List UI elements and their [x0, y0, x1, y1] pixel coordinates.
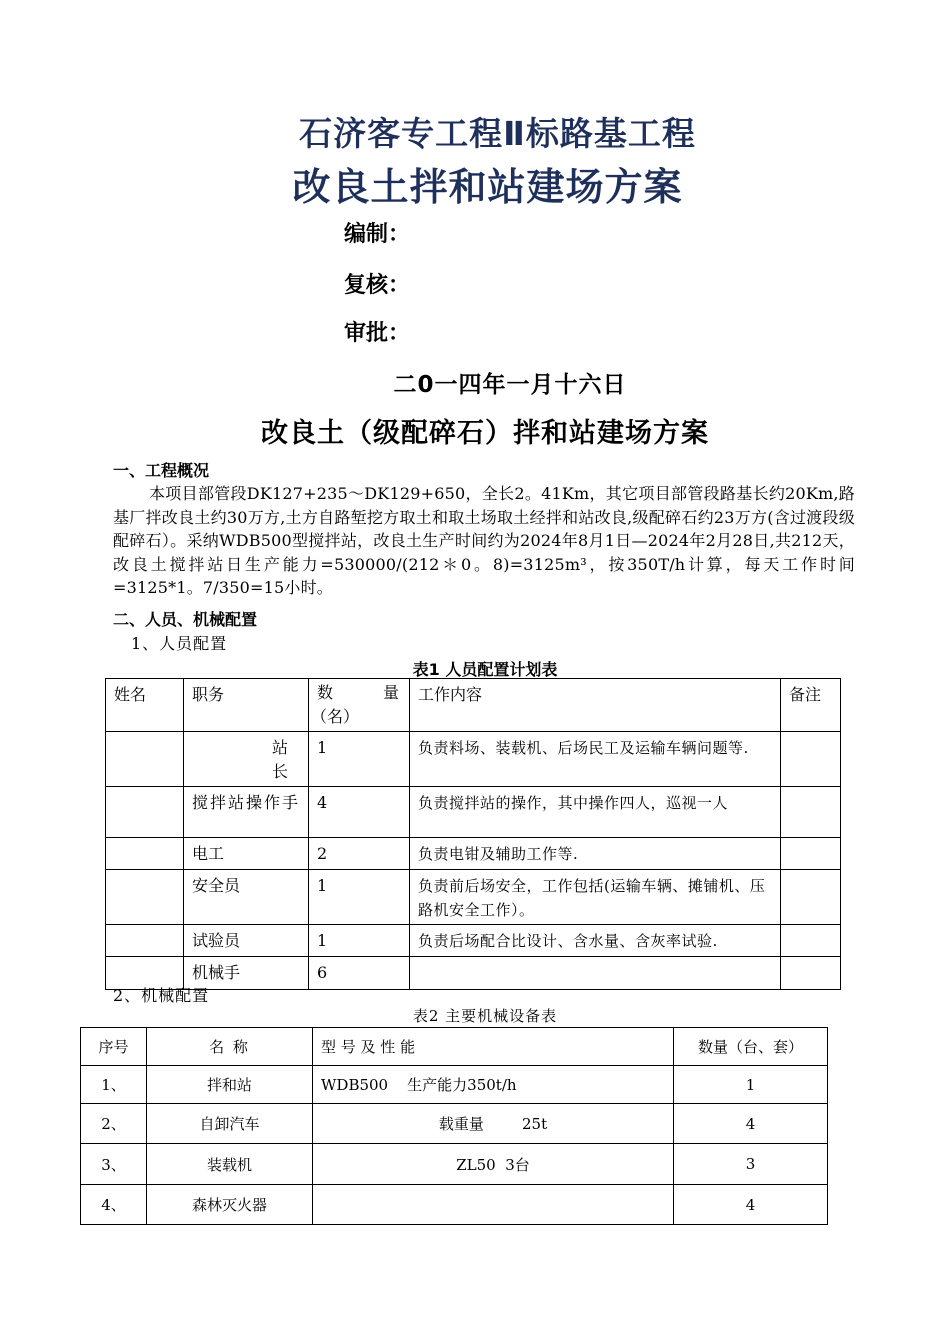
staff-table-header	[106, 679, 841, 732]
cell-position: 试验员	[184, 925, 309, 957]
cell-work	[410, 957, 781, 990]
cell-position: 机械手	[184, 957, 309, 990]
table-row	[106, 925, 841, 957]
header-quantity: 数量（台、套）	[674, 1028, 828, 1066]
cell-remark	[781, 787, 841, 838]
table1-caption: 表1 人员配置计划表	[412, 660, 558, 679]
cell-index: 3、	[81, 1144, 147, 1185]
cell-model: ZL50 3台	[313, 1144, 674, 1185]
cell-model: 载重量 25t	[313, 1104, 674, 1144]
cell-model	[313, 1185, 674, 1225]
header-quantity-b: 量	[382, 683, 399, 702]
cell-index: 4、	[81, 1185, 147, 1225]
cell-name	[106, 925, 184, 957]
cell-equipment-name: 拌和站	[147, 1066, 313, 1104]
table-row	[106, 957, 841, 990]
table-row	[106, 732, 841, 787]
cell-position: 安全员	[184, 870, 309, 925]
header-model: 型 号 及 性 能	[313, 1028, 674, 1066]
reviewed-label: 复核：	[344, 273, 411, 298]
section1-paragraph: 本项目部管段DK127+235～DK129+650，全长2。41Km，其它项目部管段路基长约20Km,路基厂拌改良土约30万方,土方自路堑挖方取土和取土场取土经拌和站改良,级配碎石约23万方(含过渡段级配碎石）。采纳WDB500型搅拌站，改良土生产时间约为2024年8月1日—2024年2月28日,共212天，改良土搅拌站日生产能力=530000/(212＊0。8)=3125m³，按350T/h计算，每天工作时间=3125*1。7/350=15小时。	[113, 484, 855, 597]
header-quantity-a: 数	[317, 683, 334, 702]
table-row	[81, 1144, 828, 1185]
staff-table	[105, 678, 841, 990]
approved-label: 审批：	[344, 321, 411, 346]
cell-remark	[781, 925, 841, 957]
section1-heading: 一、工程概况	[113, 461, 210, 480]
table-row	[81, 1066, 828, 1104]
header-quantity	[309, 679, 410, 732]
cell-work: 负责电钳及辅助工作等.	[410, 838, 781, 870]
equipment-table	[80, 1027, 828, 1225]
table-row	[81, 1185, 828, 1225]
cell-position: 搅拌站操作手	[184, 787, 309, 838]
title-line-2: 改良土拌和站建场方案	[292, 165, 683, 209]
cell-work: 负责前后场安全，工作包括(运输车辆、摊铺机、压路机安全工作）。	[410, 870, 781, 925]
cell-quantity: 1	[674, 1066, 828, 1104]
table-row	[106, 870, 841, 925]
cell-count: 1	[309, 925, 410, 957]
cell-name	[106, 870, 184, 925]
cell-equipment-name: 自卸汽车	[147, 1104, 313, 1144]
header-equipment-name: 名 称	[147, 1028, 313, 1066]
header-index: 序号	[81, 1028, 147, 1066]
table-row	[81, 1104, 828, 1144]
cell-name	[106, 838, 184, 870]
cell-position: 电工	[184, 838, 309, 870]
cell-quantity: 3	[674, 1144, 828, 1185]
section2-heading: 二、人员、机械配置	[113, 610, 258, 629]
header-remark: 备注	[781, 679, 841, 732]
cell-count: 1	[309, 732, 410, 787]
cell-work: 负责后场配合比设计、含水量、含灰率试验.	[410, 925, 781, 957]
cell-quantity: 4	[674, 1185, 828, 1225]
prepared-label: 编制：	[344, 222, 411, 247]
header-work: 工作内容	[410, 679, 781, 732]
cell-index: 1、	[81, 1066, 147, 1104]
cell-name	[106, 732, 184, 787]
cell-work: 负责料场、装载机、后场民工及运输车辆问题等.	[410, 732, 781, 787]
cell-remark	[781, 870, 841, 925]
cell-position: 站长	[184, 732, 309, 787]
cell-remark	[781, 838, 841, 870]
header-quantity-c: （名）	[311, 707, 360, 726]
equipment-table-header	[81, 1028, 828, 1066]
cell-index: 2、	[81, 1104, 147, 1144]
cell-remark	[781, 732, 841, 787]
cell-count: 4	[309, 787, 410, 838]
cell-count: 6	[309, 957, 410, 990]
sub2-heading: 2、机械配置	[113, 986, 210, 1005]
cell-quantity: 4	[674, 1104, 828, 1144]
title-line-1: 石济客专工程Ⅱ标路基工程	[299, 114, 696, 153]
cell-work: 负责搅拌站的操作，其中操作四人，巡视一人	[410, 787, 781, 838]
main-title: 改良土（级配碎石）拌和站建场方案	[261, 418, 709, 449]
cell-name	[106, 787, 184, 838]
header-position: 职务	[184, 679, 309, 732]
cell-equipment-name: 森林灭火器	[147, 1185, 313, 1225]
header-name: 姓名	[106, 679, 184, 732]
cell-remark	[781, 957, 841, 990]
cell-count: 2	[309, 838, 410, 870]
sub1-heading: 1、人员配置	[131, 634, 228, 653]
table-row	[106, 787, 841, 838]
table-row	[106, 838, 841, 870]
table2-caption: 表2 主要机械设备表	[412, 1007, 558, 1025]
cell-model: WDB500 生产能力350t/h	[313, 1066, 674, 1104]
cell-equipment-name: 装载机	[147, 1144, 313, 1185]
document-date: 二0一四年一月十六日	[393, 372, 627, 398]
cell-count: 1	[309, 870, 410, 925]
